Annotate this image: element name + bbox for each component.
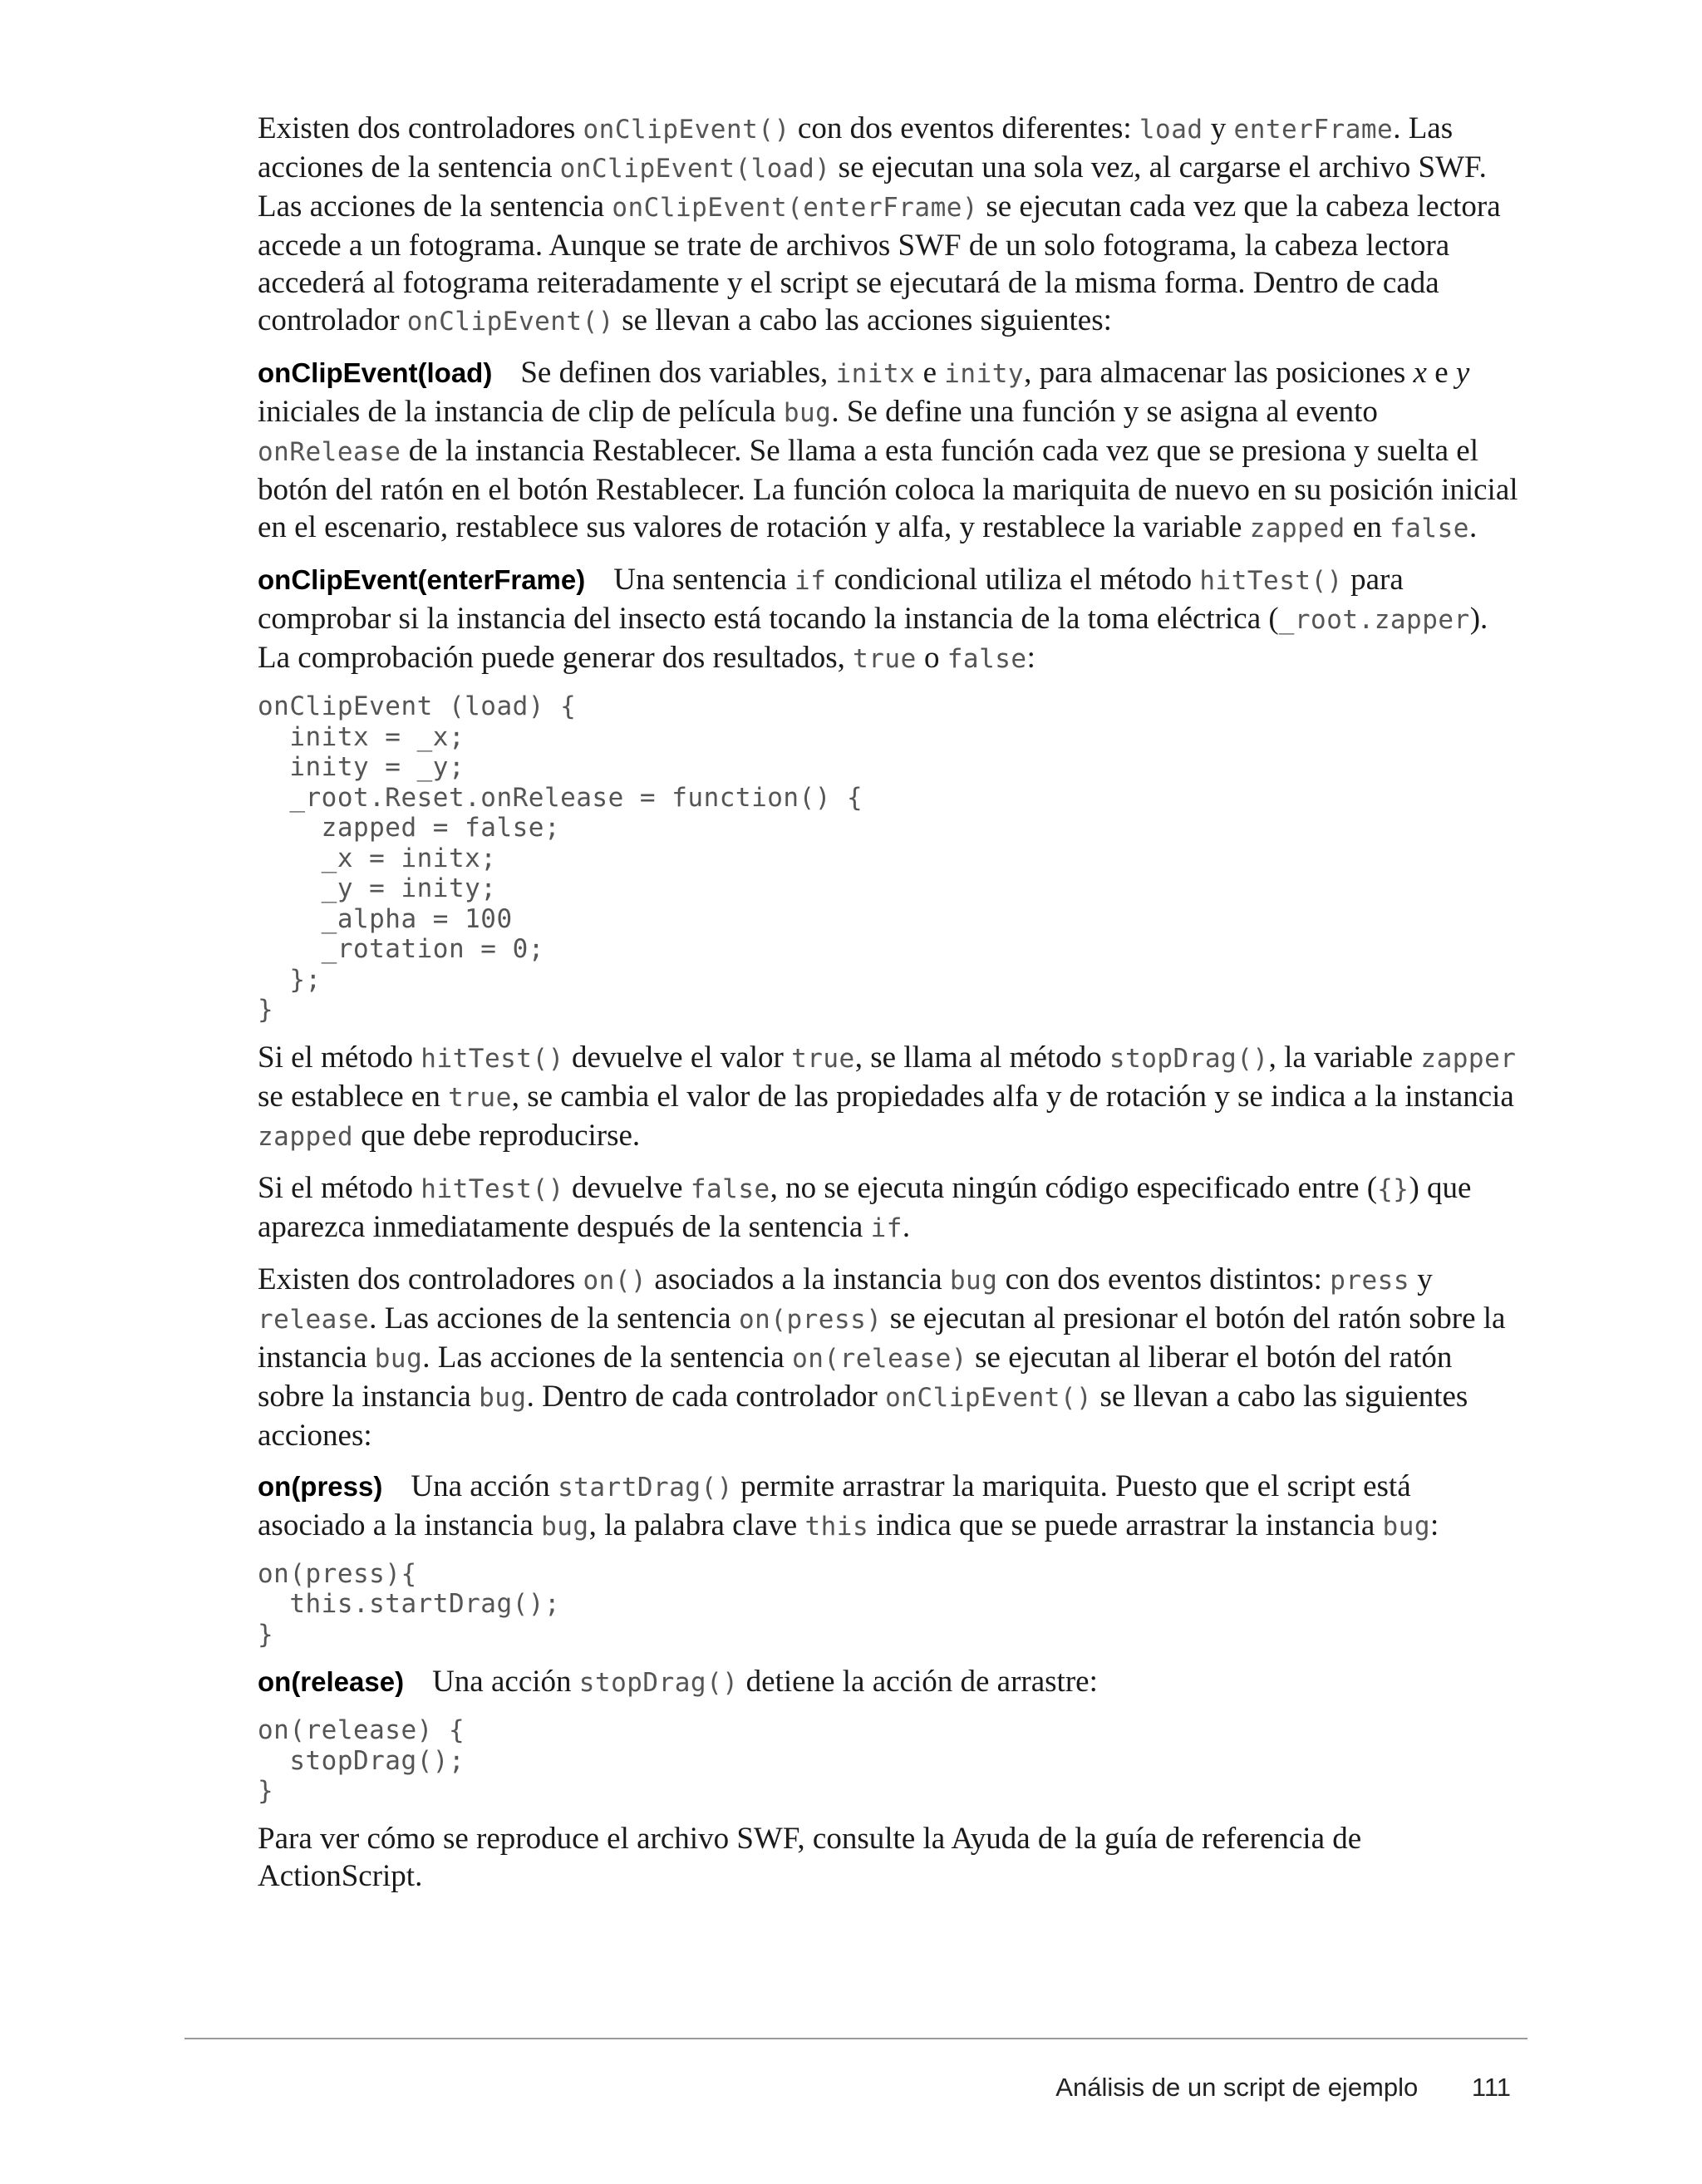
paragraph <box>258 1039 1521 1156</box>
inline-code: onRelease <box>258 437 401 467</box>
text-run: se ejecutan al presionar el botón del ratón sobre la instancia <box>258 1301 1506 1375</box>
text-run: y <box>1409 1262 1433 1296</box>
definition-term: onClipEvent(load) <box>258 357 493 388</box>
inline-code: stopDrag() <box>1109 1043 1269 1074</box>
inline-code: on() <box>583 1265 647 1296</box>
inline-code: {} <box>1377 1173 1409 1204</box>
text-run: Si el método <box>258 1170 421 1205</box>
text-run: . Dentro de cada controlador <box>526 1379 886 1414</box>
inline-code: onClipEvent(enterFrame) <box>612 193 979 223</box>
inline-code: if <box>794 566 827 596</box>
inline-code: hitTest() <box>421 1043 564 1074</box>
text-run: Una acción <box>411 1468 558 1503</box>
text-run: se llevan a cabo las siguientes acciones: <box>258 1379 1468 1453</box>
inline-code: zapper <box>1420 1043 1517 1074</box>
inline-code: true <box>791 1043 855 1074</box>
text-run: , se llama al método <box>854 1040 1109 1075</box>
inline-code: load <box>1139 115 1203 145</box>
text-run: se llevan a cabo las acciones siguientes: <box>613 303 1112 337</box>
text-run: Existen dos controladores <box>258 111 583 145</box>
text-run: , la variable <box>1268 1040 1421 1075</box>
inline-code: initx <box>835 359 916 389</box>
page-footer <box>1055 2069 1511 2106</box>
text-run: Para ver cómo se reproduce el archivo SWF, consulte la Ayuda de la guía de referencia de ActionScript. <box>258 1821 1362 1893</box>
body-content <box>258 110 1521 1908</box>
footer-section-title: Análisis de un script de ejemplo <box>1055 2073 1419 2102</box>
text-run: con dos eventos distintos: <box>997 1262 1331 1296</box>
text-run: se establece en <box>258 1079 449 1114</box>
text-run: para comprobar si la instancia del insecto está tocando la instancia de la toma eléctrica ( <box>258 563 1404 636</box>
text-run: . Las acciones de la sentencia <box>422 1340 793 1375</box>
text-run: y <box>1203 111 1234 145</box>
italic-variable: y <box>1455 356 1470 390</box>
inline-code: on(release) <box>792 1343 967 1374</box>
text-run: . Se define una función y se asigna al evento <box>831 395 1378 429</box>
inline-code: release <box>258 1304 370 1335</box>
inline-code: stopDrag() <box>578 1668 739 1698</box>
page-number: 111 <box>1471 2073 1511 2102</box>
inline-code: bug <box>949 1265 998 1296</box>
definition-term: on(release) <box>258 1666 405 1697</box>
inline-code: bug <box>1382 1511 1431 1542</box>
inline-code: this <box>804 1511 869 1542</box>
inline-code: zapped <box>258 1121 353 1152</box>
inline-code: onClipEvent(load) <box>559 154 831 184</box>
text-run: Si el método <box>258 1040 421 1075</box>
inline-code: false <box>947 644 1027 674</box>
definition-onclipevent-load <box>258 354 1521 548</box>
inline-code: _root.zapper <box>1278 605 1470 635</box>
paragraph <box>258 1169 1521 1247</box>
text-run: Una sentencia <box>613 563 795 597</box>
inline-code: false <box>690 1173 770 1204</box>
paragraph <box>258 1820 1521 1895</box>
definition-term: onClipEvent(enterFrame) <box>258 564 586 595</box>
text-run: ). La comprobación puede generar dos resultados, <box>258 602 1488 675</box>
inline-code: bug <box>479 1382 527 1413</box>
text-run: , la palabra clave <box>588 1508 805 1542</box>
inline-code: hitTest() <box>421 1173 564 1204</box>
text-run: , para almacenar las posiciones <box>1024 356 1414 390</box>
text-run: e <box>915 356 945 390</box>
inline-code: inity <box>944 359 1025 389</box>
text-run: : <box>1026 641 1035 675</box>
text-run: devuelve <box>563 1170 691 1205</box>
text-run: . <box>902 1209 911 1244</box>
text-run: . Las acciones de la sentencia <box>258 111 1454 184</box>
text-run: asociados a la instancia <box>647 1262 950 1296</box>
definition-term: on(press) <box>258 1470 383 1502</box>
text-run: en <box>1345 510 1390 544</box>
inline-code: hitTest() <box>1199 566 1343 596</box>
text-run: : <box>1430 1508 1439 1542</box>
footer-divider <box>184 2038 1527 2039</box>
inline-code: enterFrame <box>1233 115 1394 145</box>
text-run: iniciales de la instancia de clip de película <box>258 395 784 429</box>
inline-code: on(press) <box>738 1304 883 1335</box>
inline-code: onClipEvent() <box>885 1382 1093 1413</box>
text-run: . <box>1468 510 1478 544</box>
inline-code: true <box>853 644 917 674</box>
text-run: de la instancia Restablecer. Se llama a esta función cada vez que se presiona y suelta el botón del ratón en el botón Restablecer. La función coloca la mariquita de nuevo en su posición inicial en el escenario, restablece sus valores de rotación y alfa, y restablece la variable <box>258 434 1518 544</box>
inline-code: bug <box>783 398 832 428</box>
definition-onclipevent-enterframe <box>258 561 1521 678</box>
text-run: condicional utiliza el método <box>826 563 1200 597</box>
text-run: se ejecutan cada vez que la cabeza lectora accede a un fotograma. Aunque se trate de archivos SWF de un solo fotograma, la cabeza lectora accederá al fotograma reiteradamente y el script se ejecutará de la misma forma. Dentro de cada controlador <box>258 189 1501 337</box>
definition-on-release <box>258 1663 1521 1702</box>
inline-code: startDrag() <box>558 1472 733 1503</box>
text-run: Se definen dos variables, <box>520 356 836 390</box>
text-run: se ejecutan al liberar el botón del ratón sobre la instancia <box>258 1340 1453 1414</box>
inline-code: zapped <box>1249 514 1345 544</box>
text-run: e <box>1426 356 1456 390</box>
text-run: , se cambia el valor de las propiedades alfa y de rotación y se indica a la instancia <box>511 1079 1514 1114</box>
text-run: ) que aparezca inmediatamente después de la sentencia <box>258 1170 1472 1244</box>
code-block-onclipevent-load: onClipEvent (load) { initx = _x; inity = _y; _root.Reset.onRelease = function() { zapped = false; _x = initx; _y = inity; _alpha = 100 _rotation = 0; }; } <box>258 691 863 1025</box>
text-run: con dos eventos diferentes: <box>790 111 1139 145</box>
text-run: que debe reproducirse. <box>352 1118 641 1153</box>
inline-code: false <box>1390 514 1469 544</box>
italic-variable: x <box>1413 356 1427 390</box>
inline-code: onClipEvent() <box>406 307 614 337</box>
text-run: devuelve el valor <box>563 1040 792 1075</box>
text-run: o <box>916 641 947 675</box>
inline-code: true <box>448 1082 512 1113</box>
text-run: Existen dos controladores <box>258 1262 583 1296</box>
text-run: se ejecutan una sola vez, al cargarse el archivo SWF. Las acciones de la sentencia <box>258 150 1487 224</box>
inline-code: bug <box>541 1511 589 1542</box>
paragraph <box>258 110 1521 341</box>
paragraph <box>258 1261 1521 1454</box>
inline-code: press <box>1330 1265 1410 1296</box>
text-run: indica que se puede arrastrar la instancia <box>868 1508 1383 1542</box>
code-block-on-release: on(release) { stopDrag(); } <box>258 1715 465 1806</box>
code-block-on-press: on(press){ this.startDrag(); } <box>258 1558 561 1650</box>
definition-on-press <box>258 1468 1521 1546</box>
inline-code: onClipEvent() <box>583 115 790 145</box>
text-run: , no se ejecuta ningún código especificado entre ( <box>770 1170 1378 1205</box>
text-run: detiene la acción de arrastre: <box>738 1665 1098 1699</box>
inline-code: bug <box>374 1343 423 1374</box>
inline-code: if <box>870 1213 903 1243</box>
text-run: permite arrastrar la mariquita. Puesto que el script está asociado a la instancia <box>258 1468 1411 1542</box>
text-run: Una acción <box>432 1665 579 1699</box>
text-run: . Las acciones de la sentencia <box>369 1301 739 1335</box>
